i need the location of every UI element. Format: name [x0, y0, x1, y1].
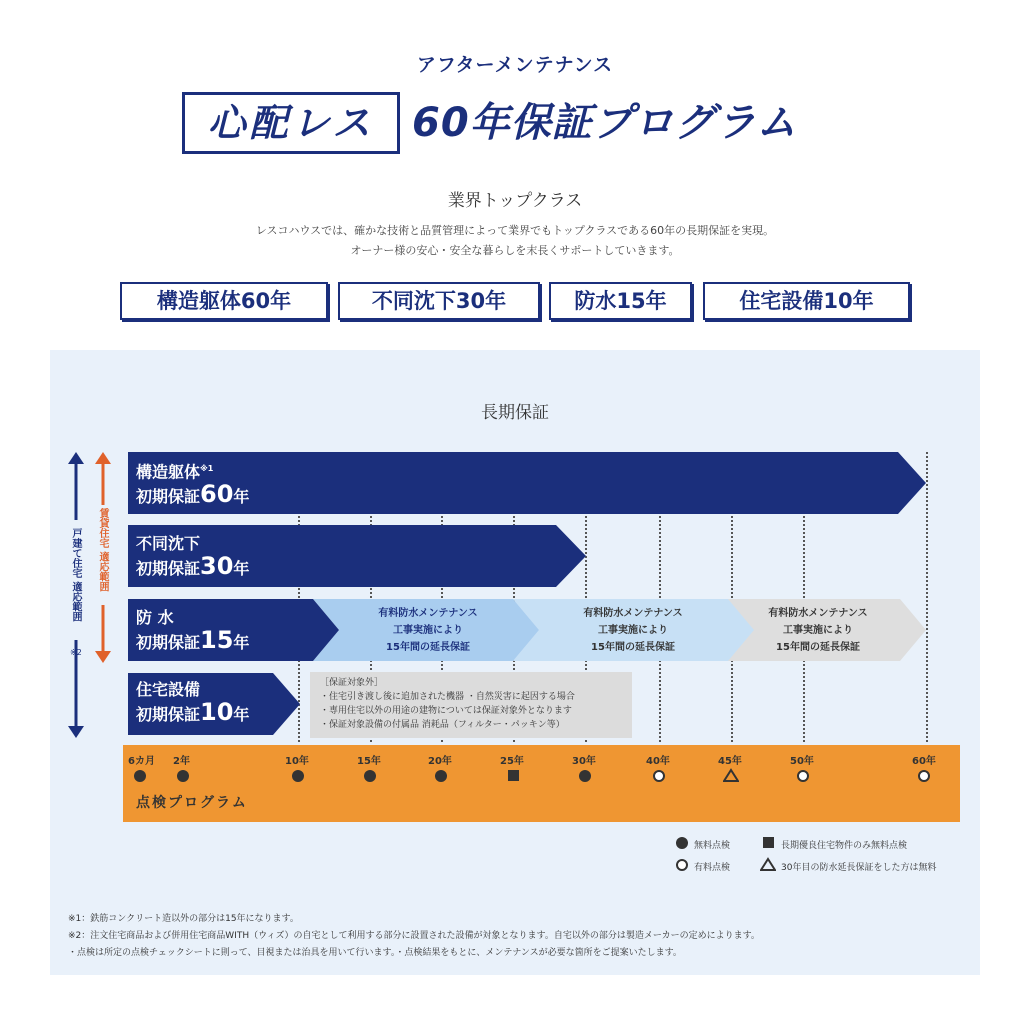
year-label: 30年	[572, 756, 596, 767]
bar-waterproof-name: 防 水	[136, 608, 174, 627]
year-label: 45年	[718, 756, 742, 767]
free-inspection-marker	[177, 770, 189, 782]
inspection-program-band	[123, 745, 960, 822]
bar-structure-years: 60	[200, 480, 234, 509]
extension-2-line3: 15年間の延長保証	[591, 642, 675, 653]
free-inspection-marker	[435, 770, 447, 782]
bar-waterproof-years: 15	[200, 626, 234, 654]
bar-settlement-prefix: 初期保証	[136, 559, 201, 578]
single-home-range-label: 戸建て住宅 適応範囲	[70, 528, 81, 622]
legend-free-marker	[676, 837, 688, 849]
coverage-exclusion-box	[310, 672, 632, 738]
title-boxed-text: 心配レス	[182, 92, 400, 154]
bar-equipment-unit: 年	[233, 705, 250, 724]
rental-range-label: 賃貸住宅 適応範囲	[97, 508, 108, 592]
extension-1-line3: 15年間の延長保証	[386, 642, 470, 653]
bar-waterproof	[128, 599, 928, 661]
footnote-1: ※1：鉄筋コンクリート造以外の部分は15年になります。	[68, 914, 299, 924]
bar-structure-name: 構造躯体	[136, 462, 201, 482]
diagram-panel	[50, 350, 980, 975]
badge-settlement: 不同沈下30年	[338, 282, 540, 320]
bar-equipment-years: 10	[200, 698, 234, 726]
extension-1-line2: 工事実施により	[393, 625, 463, 636]
extension-3-line1: 有料防水メンテナンス	[768, 608, 868, 619]
free-inspection-marker	[134, 770, 146, 782]
bar-settlement-years: 30	[200, 552, 234, 580]
subtitle: アフターメンテナンス	[416, 54, 614, 76]
bar-structure	[128, 452, 928, 514]
extension-1-line1: 有料防水メンテナンス	[378, 608, 478, 619]
bar-structure-unit: 年	[233, 487, 250, 507]
extension-2	[538, 605, 728, 656]
paid-inspection-marker	[653, 770, 665, 782]
bar-waterproof-unit: 年	[233, 633, 250, 652]
single-home-range-note: ※2	[70, 648, 82, 657]
year-label: 60年	[912, 756, 936, 767]
footnote-3: ・点検は所定の点検チェックシートに則って、目視または治具を用いて行います。・点検結果をもとに、メンテナンスが必要な箇所をご提案いたします。	[68, 948, 682, 958]
bar-structure-prefix: 初期保証	[136, 487, 201, 507]
year-label: 2年	[173, 756, 190, 767]
year-label: 50年	[790, 756, 814, 767]
bar-settlement	[128, 525, 588, 587]
free-inspection-marker	[579, 770, 591, 782]
extension-3-line2: 工事実施により	[783, 625, 853, 636]
year-label: 20年	[428, 756, 452, 767]
page-title: 60年保証プログラム	[412, 100, 798, 146]
coverage-title: ［保証対象外］	[320, 678, 384, 688]
extension-2-line1: 有料防水メンテナンス	[583, 608, 683, 619]
legend-triangle-label: 30年目の防水延長保証をした方は無料	[781, 863, 937, 873]
extension-2-line2: 工事実施により	[598, 625, 668, 636]
coverage-item-2: ・専用住宅以外の用途の建物については保証対象外となります	[320, 706, 572, 716]
paid-inspection-marker	[918, 770, 930, 782]
legend-square-label: 長期優良住宅物件のみ無料点検	[781, 841, 908, 851]
bar-waterproof-prefix: 初期保証	[136, 633, 201, 652]
badge-structure: 構造躯体60年	[120, 282, 328, 320]
year-label: 25年	[500, 756, 524, 767]
description-line-2: オーナー様の安心・安全な暮らしを末長くサポートしていきます。	[350, 244, 680, 257]
industry-tagline: 業界トップクラス	[447, 191, 583, 211]
diagram-title: 長期保証	[481, 403, 549, 423]
free-inspection-marker	[292, 770, 304, 782]
bar-equipment	[128, 673, 302, 735]
bar-equipment-name: 住宅設備	[136, 680, 201, 699]
coverage-item-1: ・住宅引き渡し後に追加された機器 ・自然災害に起因する場合	[320, 692, 575, 702]
paid-inspection-marker	[797, 770, 809, 782]
year-label: 40年	[646, 756, 670, 767]
legend-triangle-marker	[760, 857, 776, 872]
bar-settlement-unit: 年	[233, 559, 250, 578]
badge-equipment: 住宅設備10年	[703, 282, 910, 320]
badge-waterproof: 防水15年	[549, 282, 692, 320]
inspection-program-label: 点検プログラム	[136, 795, 248, 811]
long-term-quality-marker	[508, 770, 519, 781]
legend-paid-label: 有料点検	[694, 863, 731, 873]
legend-square-marker	[763, 837, 774, 848]
legend-free-label: 無料点検	[694, 841, 731, 851]
extension-3-line3: 15年間の延長保証	[776, 642, 860, 653]
bar-settlement-name: 不同沈下	[136, 534, 201, 553]
bar-structure-sup: ※1	[200, 464, 214, 473]
triangle-marker	[723, 768, 739, 783]
extension-3	[733, 605, 903, 656]
description-line-1: レスコハウスでは、確かな技術と品質管理によって業界でもトップクラスである60年の長期保証を実現。	[255, 224, 775, 237]
year-label: 6カ月	[128, 756, 155, 767]
year-label: 15年	[357, 756, 381, 767]
footnote-2: ※2：注文住宅商品および併用住宅商品WITH（ウィズ）の自宅として利用する部分に設置された設備が対象となります。自宅以外の部分は製造メーカーの定めによります。	[68, 931, 760, 941]
extension-1	[338, 605, 518, 656]
coverage-item-3: ・保証対象設備の付属品 消耗品（フィルター・パッキン等）	[320, 720, 565, 730]
year-label: 10年	[285, 756, 309, 767]
free-inspection-marker	[364, 770, 376, 782]
legend-paid-marker	[676, 859, 688, 871]
bar-equipment-prefix: 初期保証	[136, 705, 201, 724]
